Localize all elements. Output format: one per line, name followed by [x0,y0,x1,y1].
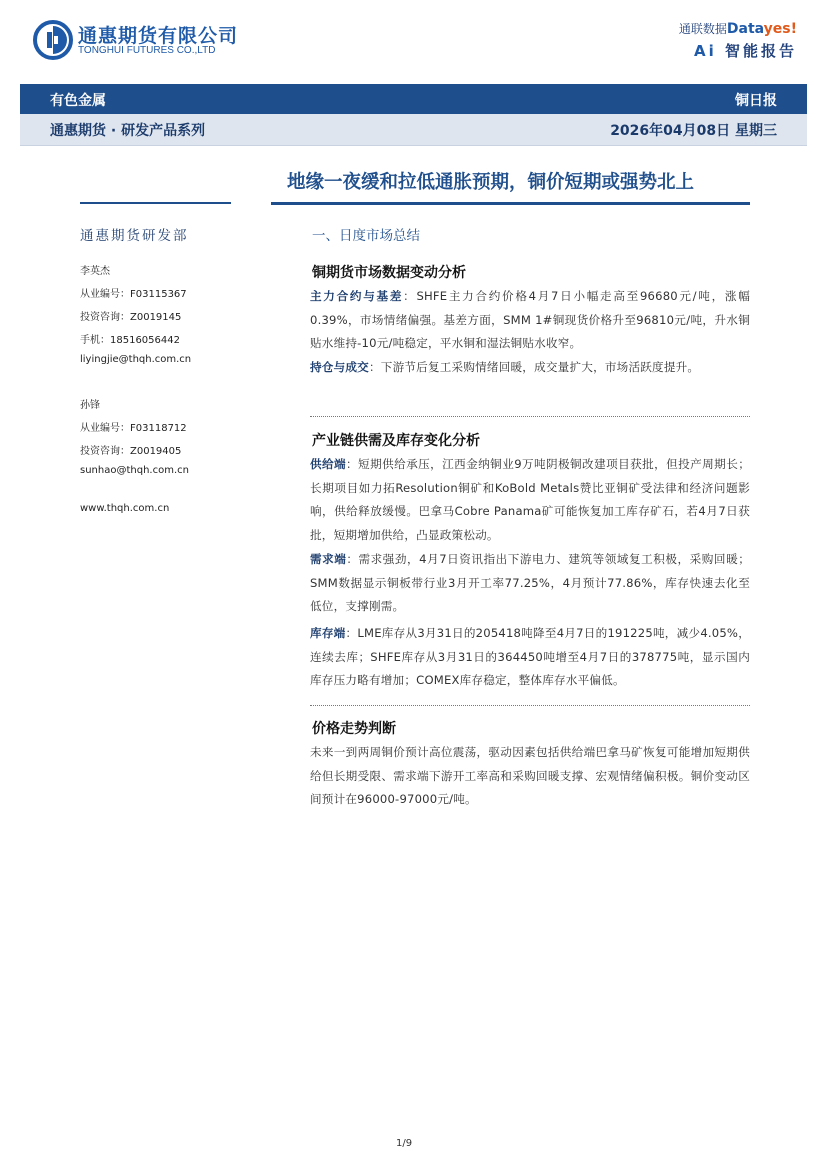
para-text: ：下游节后复工采购情绪回暖，成交量扩大，市场活跃度提升。 [368,360,700,374]
analyst-license: 从业编号：F03115367 [80,289,187,300]
inventory-paragraph [310,622,750,693]
para-text: ：需求强劲，4月7日资讯指出下游电力、建筑等领域复工积极，采购回暖；SMM数据显示铜板带行业3月开工率77.25%，4月预计77.86%，库存快速去化至低位，支撑刚需。 [310,552,750,613]
brand-cn: 通联数据 [678,22,727,36]
position-volume-paragraph [310,356,750,380]
report-date: 2026年04月08日 星期三 [610,123,777,139]
analyst-consult: 投资咨询：Z0019145 [80,312,182,323]
analyst-name: 李英杰 [80,266,110,277]
series-banner [20,114,807,146]
supply-paragraph [310,453,750,547]
brand-yes: yes! [763,21,797,37]
para-label: 持仓与成交 [310,360,369,374]
price-trend-heading: 价格走势判断 [312,721,396,737]
research-dept: 通惠期货研发部 [80,228,189,244]
series-label: 通惠期货 · 研发产品系列 [50,123,206,139]
para-label: 需求端 [310,552,347,566]
analyst-name: 孙锋 [80,400,100,411]
analyst-consult: 投资咨询：Z0019405 [80,446,182,457]
title-divider [271,202,750,205]
section-divider [310,416,750,417]
para-text: ：LME库存从3月31日的205418吨降至4月7日的191225吨，减少4.05%，连续去库；SHFE库存从3月31日的364450吨增至4月7日的378775吨，显示国内库存压力略有增加；COMEX库存稳定，整体库存水平偏低。 [310,626,750,687]
para-label: 主力合约与基差 [310,289,404,303]
report-title: 地缘一夜缓和拉低通胀预期，铜价短期或强势北上 [287,172,695,193]
ai-label: Ai [693,42,717,60]
analyst-license: 从业编号：F03118712 [80,423,187,434]
analyst-email[interactable]: sunhao@thqh.com.cn [80,465,189,476]
section-divider [310,705,750,706]
ai-report-label: 智能报告 [724,42,797,60]
supply-demand-heading: 产业链供需及库存变化分析 [312,433,480,449]
para-text: ：SHFE主力合约价格4月7日小幅走高至96680元/吨，涨幅0.39%，市场情绪偏强。基差方面，SMM 1#铜现货价格升至96810元/吨，升水铜贴水维持-10元/吨稳定，平水铜和湿法铜贴水收窄。 [310,289,750,350]
para-label: 供给端 [310,457,347,471]
demand-paragraph [310,548,750,619]
market-data-heading: 铜期货市场数据变动分析 [312,265,466,281]
sector-label: 有色金属 [50,93,106,109]
datayes-brand [679,20,797,37]
para-text: ：短期供给承压，江西金纳铜业9万吨阴极铜改建项目获批，但投产周期长；长期项目如力拓Resolution铜矿和KoBold Metals赞比亚铜矿受法律和经济问题影响，供给释放缓慢。巴拿马Cobre Panama矿可能恢复加工库存矿石，若4月7日获批，短期增加供给，凸显政策松动。 [310,457,750,542]
analyst-phone: 手机：18516056442 [80,335,180,346]
page-number: 1/9 [396,1138,413,1149]
contract-basis-paragraph [310,285,750,356]
company-name-en: TONGHUI FUTURES CO.,LTD [78,45,216,56]
ai-report-brand [694,40,797,61]
category-banner [20,84,807,114]
company-logo-icon [33,20,73,60]
section-heading: 一、日度市场总结 [312,228,420,244]
report-type-label: 铜日报 [735,93,777,109]
sidebar-divider [80,202,231,204]
analyst-email[interactable]: liyingjie@thqh.com.cn [80,354,192,365]
price-trend-paragraph: 未来一到两周铜价预计高位震荡，驱动因素包括供给端巴拿马矿恢复可能增加短期供给但长期受限、需求端下游开工率高和采购回暖支撑、宏观情绪偏积极。铜价变动区间预计在96000-97000元/吨。 [310,745,750,806]
company-name-cn: 通惠期货有限公司 [78,25,239,47]
website-link[interactable]: www.thqh.com.cn [80,503,170,514]
para-label: 库存端 [310,626,346,640]
brand-data: Data [726,21,764,37]
